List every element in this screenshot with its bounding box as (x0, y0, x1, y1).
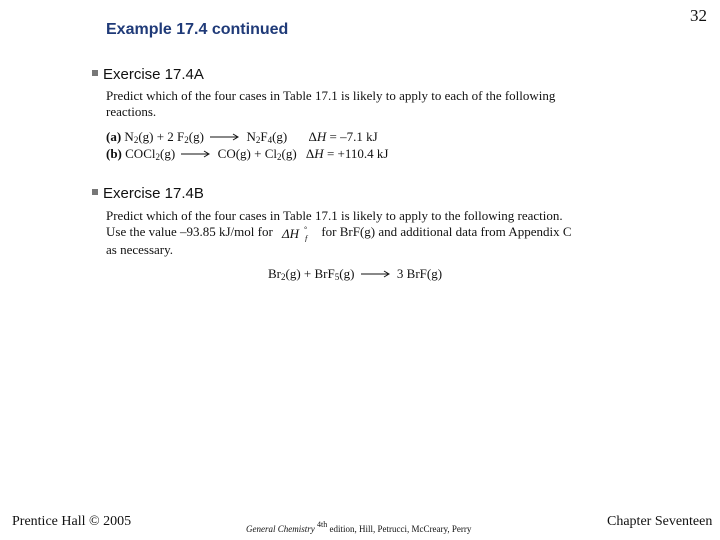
footer-book-credit: General Chemistry $^{4th}$ edition, Hill, Petrucci, McCreary, Perry (246, 520, 472, 534)
exercise-a-heading-text: Exercise 17.4A (103, 66, 204, 83)
bullet-icon (92, 189, 98, 195)
slide-title: Example 17.4 continued (106, 21, 289, 38)
exercise-b-heading (92, 185, 204, 202)
reaction-b-enthalpy: ΔH = +110.4 kJ (305, 146, 389, 161)
exercise-b-prompt-line1: Predict which of the four cases in Table 17.1 is likely to apply to the following reaction. (106, 208, 563, 223)
exercise-b-prompt-line2: Use the value –93.85 kJ/mol for ΔH ° f for BrF(g) and additional data from Appendix C (106, 224, 572, 243)
reaction-b-products: $CO(g) + Cl_2(g)$ (217, 146, 297, 162)
reaction-a-reactants: $N_2(g) + 2$ $F_2(g)$ (124, 129, 204, 145)
reaction-br (268, 266, 442, 281)
exercise-a-prompt-line2: reactions. (106, 104, 157, 119)
reaction-b-label: (b) (106, 146, 122, 161)
reaction-a-products: $N_2F_4(g)$ (246, 129, 288, 145)
bullet-icon (92, 70, 98, 76)
reaction-a-enthalpy: ΔH = –7.1 kJ (308, 129, 378, 144)
page-number: 32 (690, 6, 707, 25)
reaction-arrow-icon (210, 133, 240, 141)
footer-chapter: Chapter Seventeen (607, 514, 713, 529)
reaction-arrow-icon (361, 270, 391, 278)
footer-publisher: Prentice Hall © 2005 (12, 514, 132, 529)
exercise-a-heading (92, 66, 204, 83)
reaction-br-products: 3 BrF(g) (396, 266, 443, 281)
reaction-b-reactants: COCl$_2$(g) (125, 146, 176, 162)
exercise-b-prompt-line3: as necessary. (106, 242, 174, 258)
reaction-b (106, 146, 388, 161)
exercise-b-prompt (106, 208, 572, 258)
delta-h-formation-icon (280, 224, 314, 242)
svg-text:°: ° (304, 225, 308, 235)
reaction-br-reactants: $Br_2(g) + BrF_5(g)$ (268, 266, 355, 282)
svg-text:ΔH: ΔH (282, 226, 300, 242)
exercise-a-prompt-line1: Predict which of the four cases in Table 17.1 is likely to apply to each of the following (106, 88, 556, 103)
reaction-a-label: (a) (106, 129, 122, 144)
exercise-b-heading-text: Exercise 17.4B (103, 185, 204, 202)
svg-text:f: f (305, 234, 308, 243)
reaction-arrow-icon (181, 150, 211, 158)
reaction-a (106, 129, 378, 144)
exercise-a-prompt (106, 88, 555, 120)
